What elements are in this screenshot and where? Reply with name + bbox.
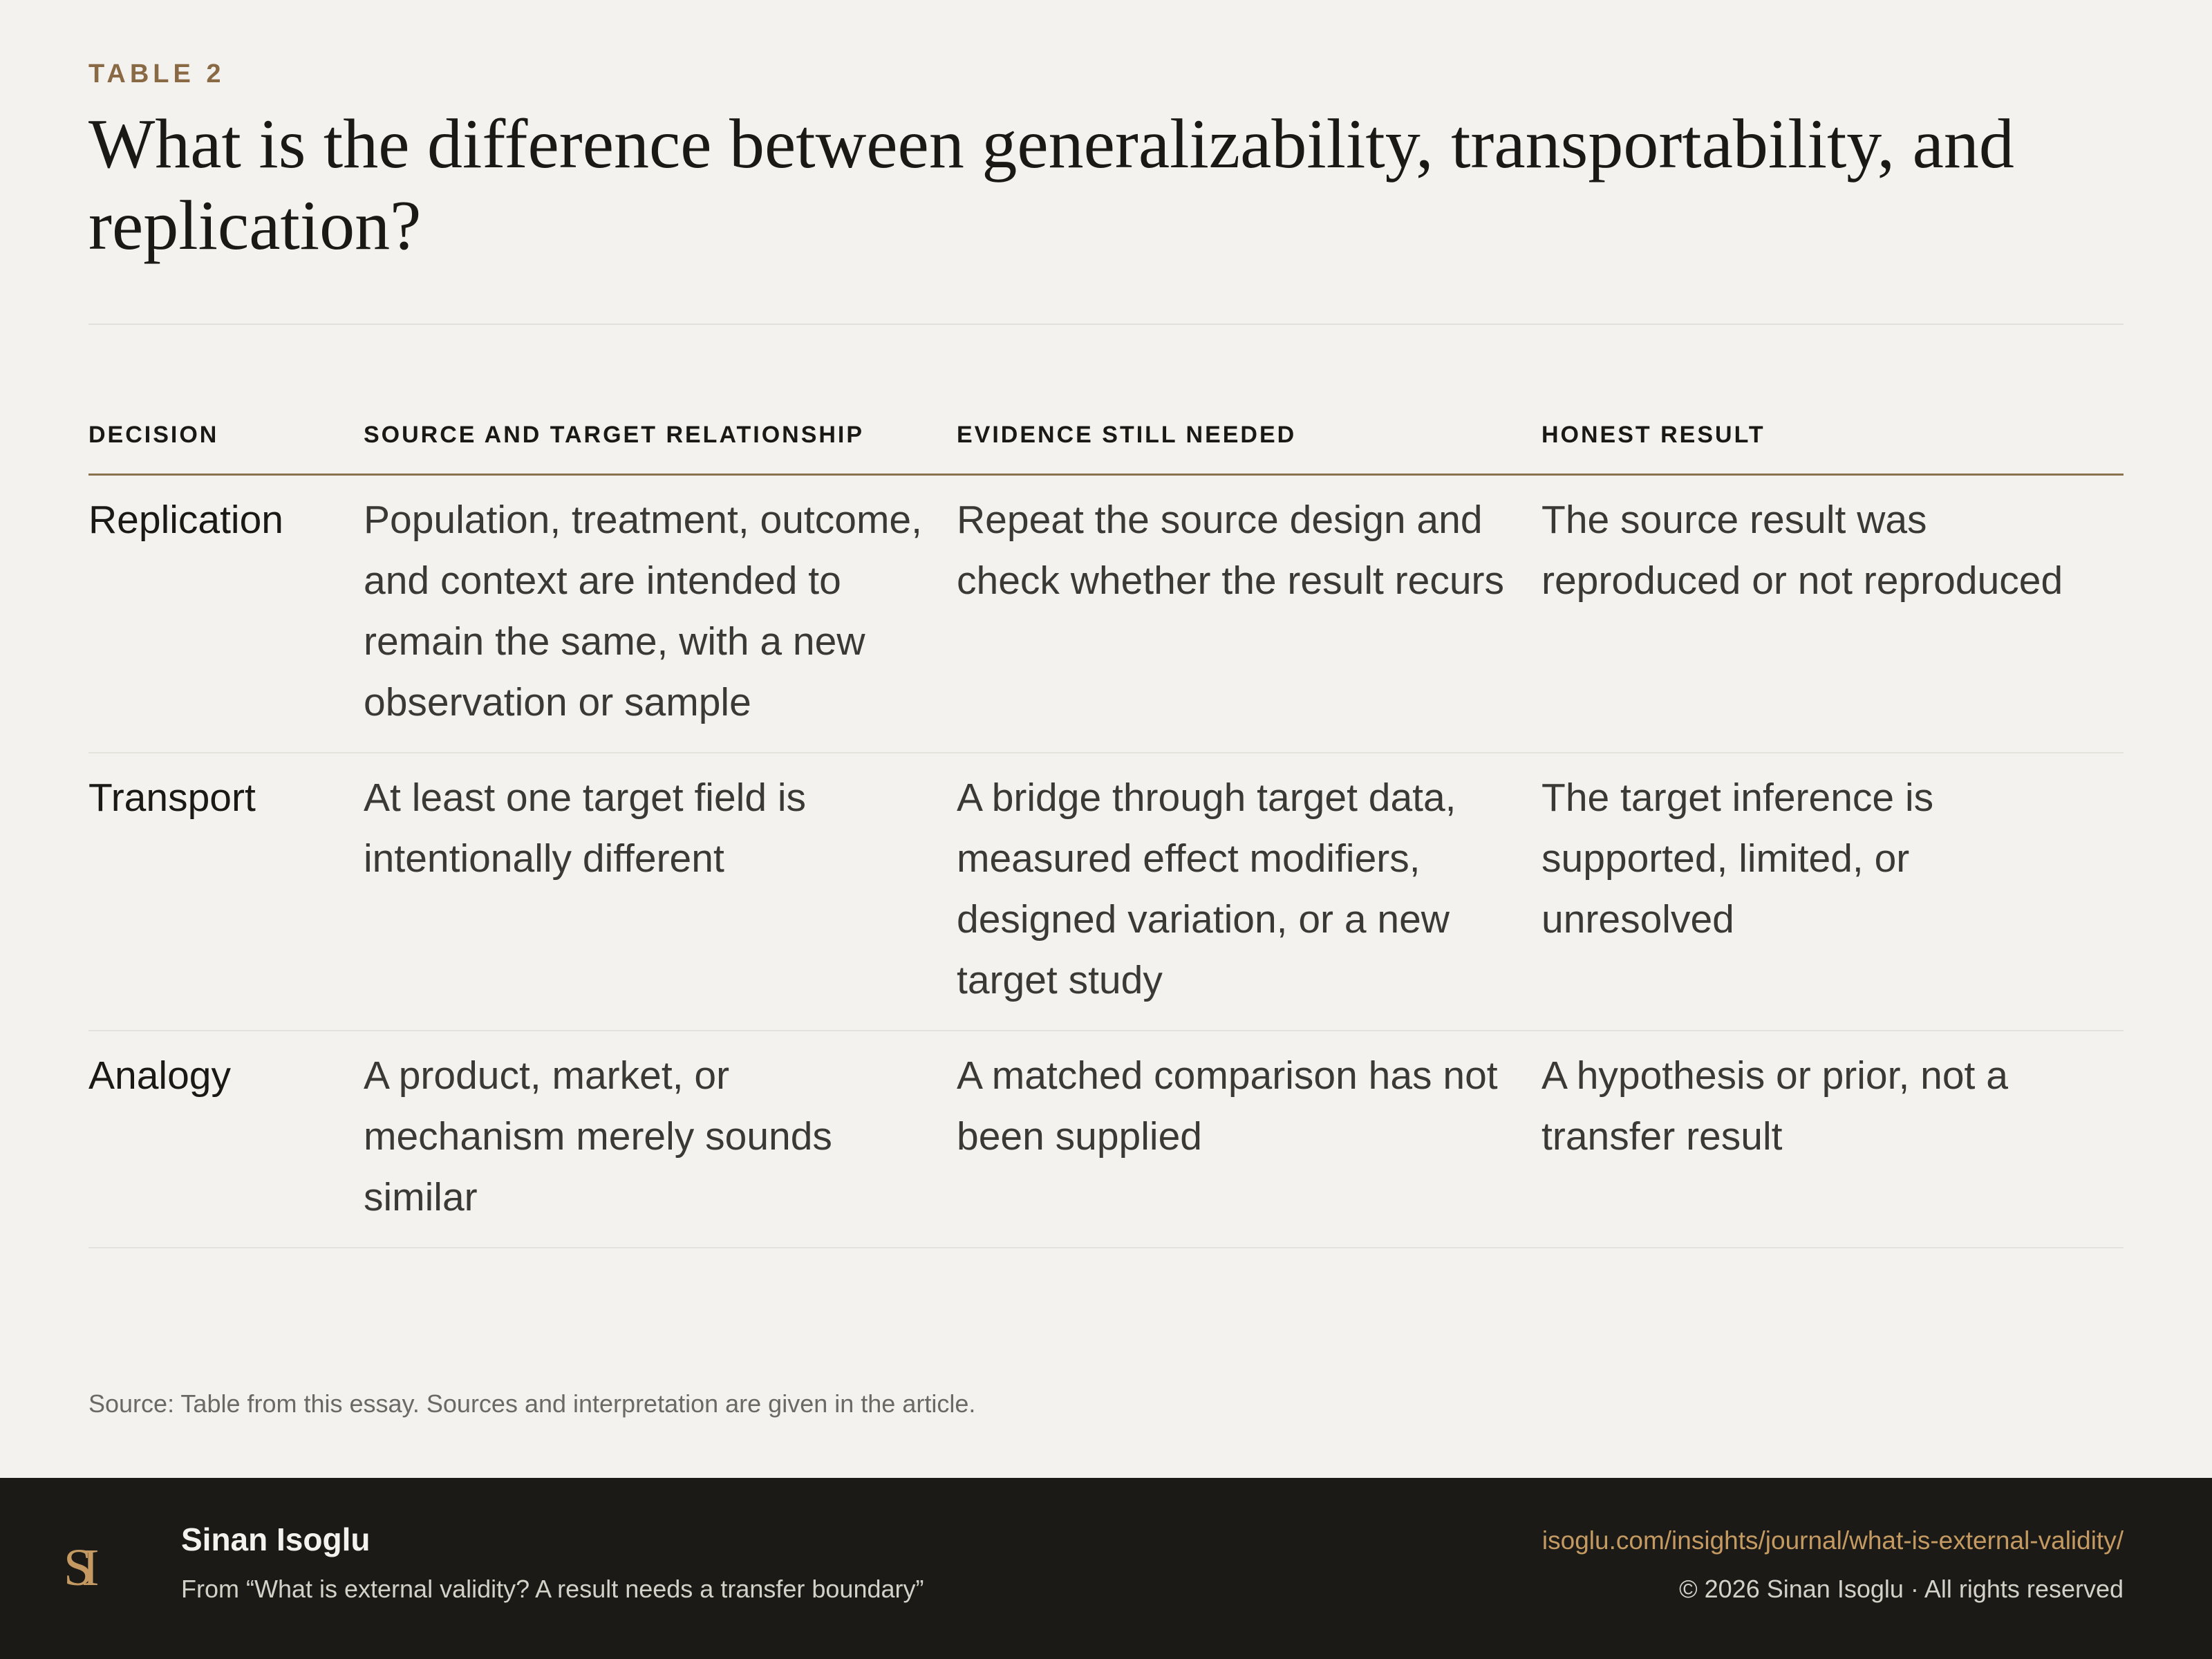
article-link[interactable]: isoglu.com/insights/journal/what-is-external-validity/ [1541,1526,2124,1555]
column-header-decision: DECISION [88,401,364,475]
page-title: What is the difference between generalizability, transportability, and replication? [88,105,2014,265]
cell-decision: Analogy [88,1031,364,1248]
copyright-notice: © 2026 Sinan Isoglu · All rights reserved [1679,1575,2124,1603]
article-reference: From “What is external validity? A result needs a transfer boundary” [181,1575,924,1603]
cell-result: A hypothesis or prior, not a transfer result [1541,1031,2124,1248]
cell-evidence: A bridge through target data, measured effect modifiers, designed variation, or a new target study [957,753,1541,1031]
title-divider [88,324,2124,325]
cell-relationship: Population, treatment, outcome, and context are intended to remain the same, with a new observation or sample [364,475,957,753]
column-header-relationship: SOURCE AND TARGET RELATIONSHIP [364,401,957,475]
table-header-row [88,401,2124,475]
comparison-table [88,401,2124,1248]
table-row [88,1031,2124,1248]
cell-result: The target inference is supported, limited, or unresolved [1541,753,2124,1031]
cell-relationship: A product, market, or mechanism merely sounds similar [364,1031,957,1248]
table-kicker: TABLE 2 [88,59,225,88]
cell-decision: Replication [88,475,364,753]
column-header-result: HONEST RESULT [1541,401,2124,475]
footer [0,1478,2212,1659]
author-name: Sinan Isoglu [181,1521,371,1557]
cell-evidence: A matched comparison has not been supplied [957,1031,1541,1248]
cell-relationship: At least one target field is intentionally different [364,753,957,1031]
column-header-evidence: EVIDENCE STILL NEEDED [957,401,1541,475]
cell-decision: Transport [88,753,364,1031]
si-monogram-logo: SI [64,1539,88,1597]
cell-result: The source result was reproduced or not reproduced [1541,475,2124,753]
cell-evidence: Repeat the source design and check whether the result recurs [957,475,1541,753]
table-row [88,475,2124,753]
source-note: Source: Table from this essay. Sources and interpretation are given in the article. [88,1389,976,1418]
table-row [88,753,2124,1031]
